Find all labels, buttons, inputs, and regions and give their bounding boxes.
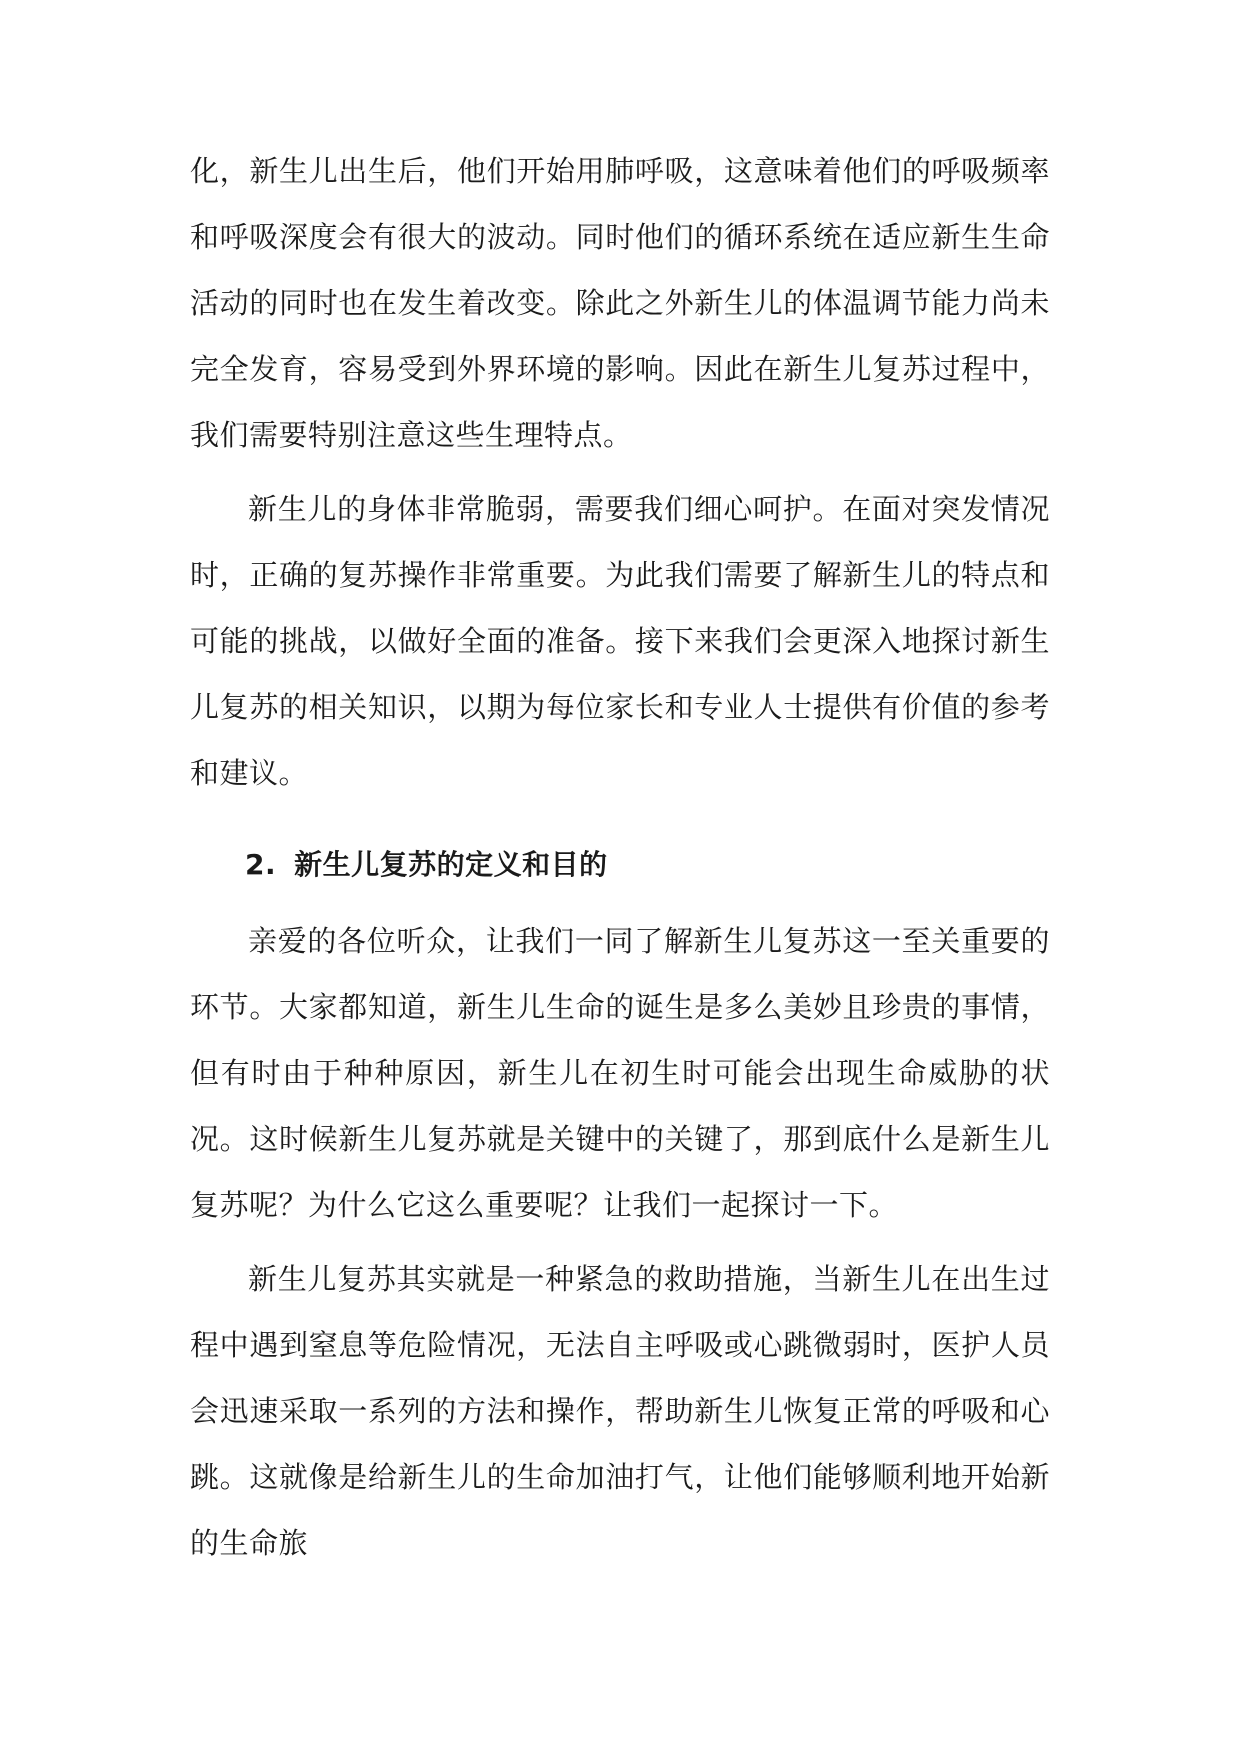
section-number: 2. (245, 848, 277, 881)
paragraph: 亲爱的各位听众，让我们一同了解新生儿复苏这一至关重要的环节。大家都知道，新生儿生命的诞生是多么美妙且珍贵的事情，但有时由于种种原因，新生儿在初生时可能会出现生命威胁的状况。这时候新生儿复苏就是关键中的关键了，那到底什么是新生儿复苏呢？为什么它这么重要呢？让我们一起探讨一下。 (190, 924, 1050, 1222)
paragraph-continued: 化，新生儿出生后，他们开始用肺呼吸，这意味着他们的呼吸频率和呼吸深度会有很大的波动。同时他们的循环系统在适应新生生命活动的同时也在发生着改变。除此之外新生儿的体温调节能力尚未完全发育，容易受到外界环境的影响。因此在新生儿复苏过程中，我们需要特别注意这些生理特点。 (190, 154, 1050, 452)
section-title: 新生儿复苏的定义和目的 (294, 848, 608, 881)
document-body (190, 138, 1050, 1584)
paragraph: 新生儿复苏其实就是一种紧急的救助措施，当新生儿在出生过程中遇到窒息等危险情况，无法自主呼吸或心跳微弱时，医护人员会迅速采取一系列的方法和操作，帮助新生儿恢复正常的呼吸和心跳。这就像是给新生儿的生命加油打气，让他们能够顺利地开始新的生命旅 (190, 1262, 1050, 1560)
paragraph: 新生儿的身体非常脆弱，需要我们细心呵护。在面对突发情况时，正确的复苏操作非常重要。为此我们需要了解新生儿的特点和可能的挑战，以做好全面的准备。接下来我们会更深入地探讨新生儿复苏的相关知识，以期为每位家长和专业人士提供有价值的参考和建议。 (190, 492, 1050, 790)
section-heading (190, 832, 1050, 898)
